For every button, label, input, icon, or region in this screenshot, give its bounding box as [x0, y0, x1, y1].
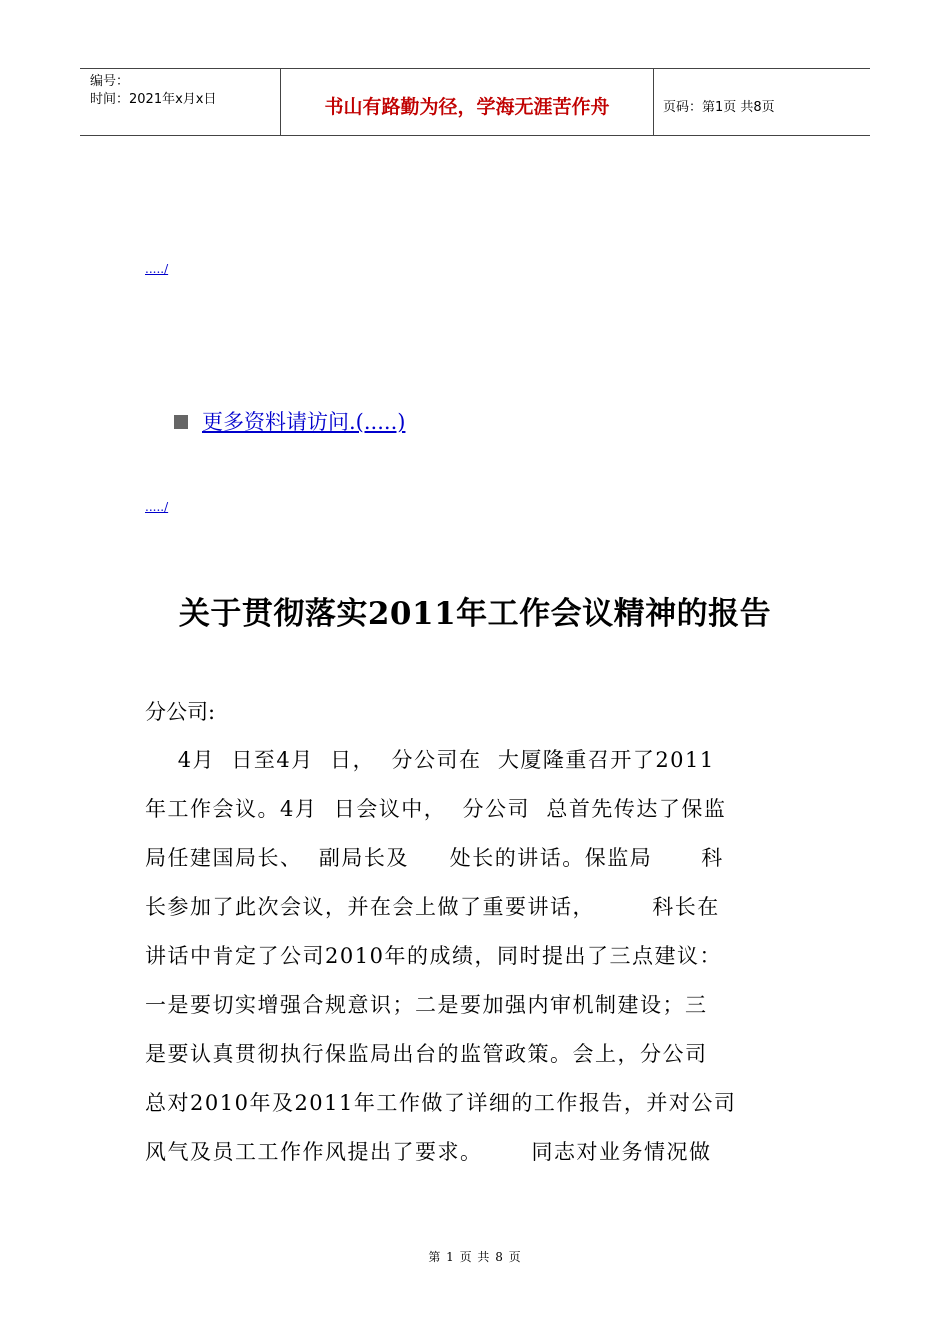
header-motto: 书山有路勤为径，学海无涯苦作舟 [281, 69, 654, 135]
body-text [145, 738, 807, 1179]
document-title: 关于贯彻落实2011年工作会议精神的报告 [178, 596, 772, 632]
body-line: 4月 日至4月 日， 分公司在 大厦隆重召开了2011 [145, 748, 715, 772]
body-line: 年工作会议。4月 日会议中， 分公司 总首先传达了保监 [145, 797, 727, 821]
body-line: 总对2010年及2011年工作做了详细的工作报告，并对公司 [145, 1091, 737, 1115]
body-line: 局任建国局长、 副局长及 处长的讲话。保监局 科 [145, 846, 724, 870]
bottom-small-link[interactable]: ...../ [145, 500, 169, 514]
document-header [80, 68, 870, 136]
top-small-link[interactable]: ...../ [145, 262, 169, 276]
salutation: 分公司: [145, 700, 216, 724]
document-number-label: 编号： [90, 74, 130, 89]
page-footer: 第 1 页 共 8 页 [428, 1250, 522, 1264]
body-line: 一是要切实增强合规意识；二是要加强内审机制建设；三 [145, 993, 708, 1017]
body-line: 是要认真贯彻执行保监局出台的监管政策。会上，分公司 [145, 1042, 708, 1066]
body-line: 风气及员工工作作风提出了要求。 同志对业务情况做 [145, 1140, 712, 1164]
document-time-label: 时间：2021年x月x日 [90, 92, 217, 107]
body-line: 讲话中肯定了公司2010年的成绩，同时提出了三点建议： [145, 944, 722, 968]
more-info-link[interactable]: 更多资料请访问.(.....) [202, 410, 406, 434]
header-meta [80, 69, 281, 135]
square-bullet-icon [174, 415, 188, 429]
header-page-info: 页码：第1页 共8页 [663, 99, 775, 115]
body-line: 长参加了此次会议，并在会上做了重要讲话， 科长在 [145, 895, 720, 919]
more-info-line [174, 405, 405, 437]
